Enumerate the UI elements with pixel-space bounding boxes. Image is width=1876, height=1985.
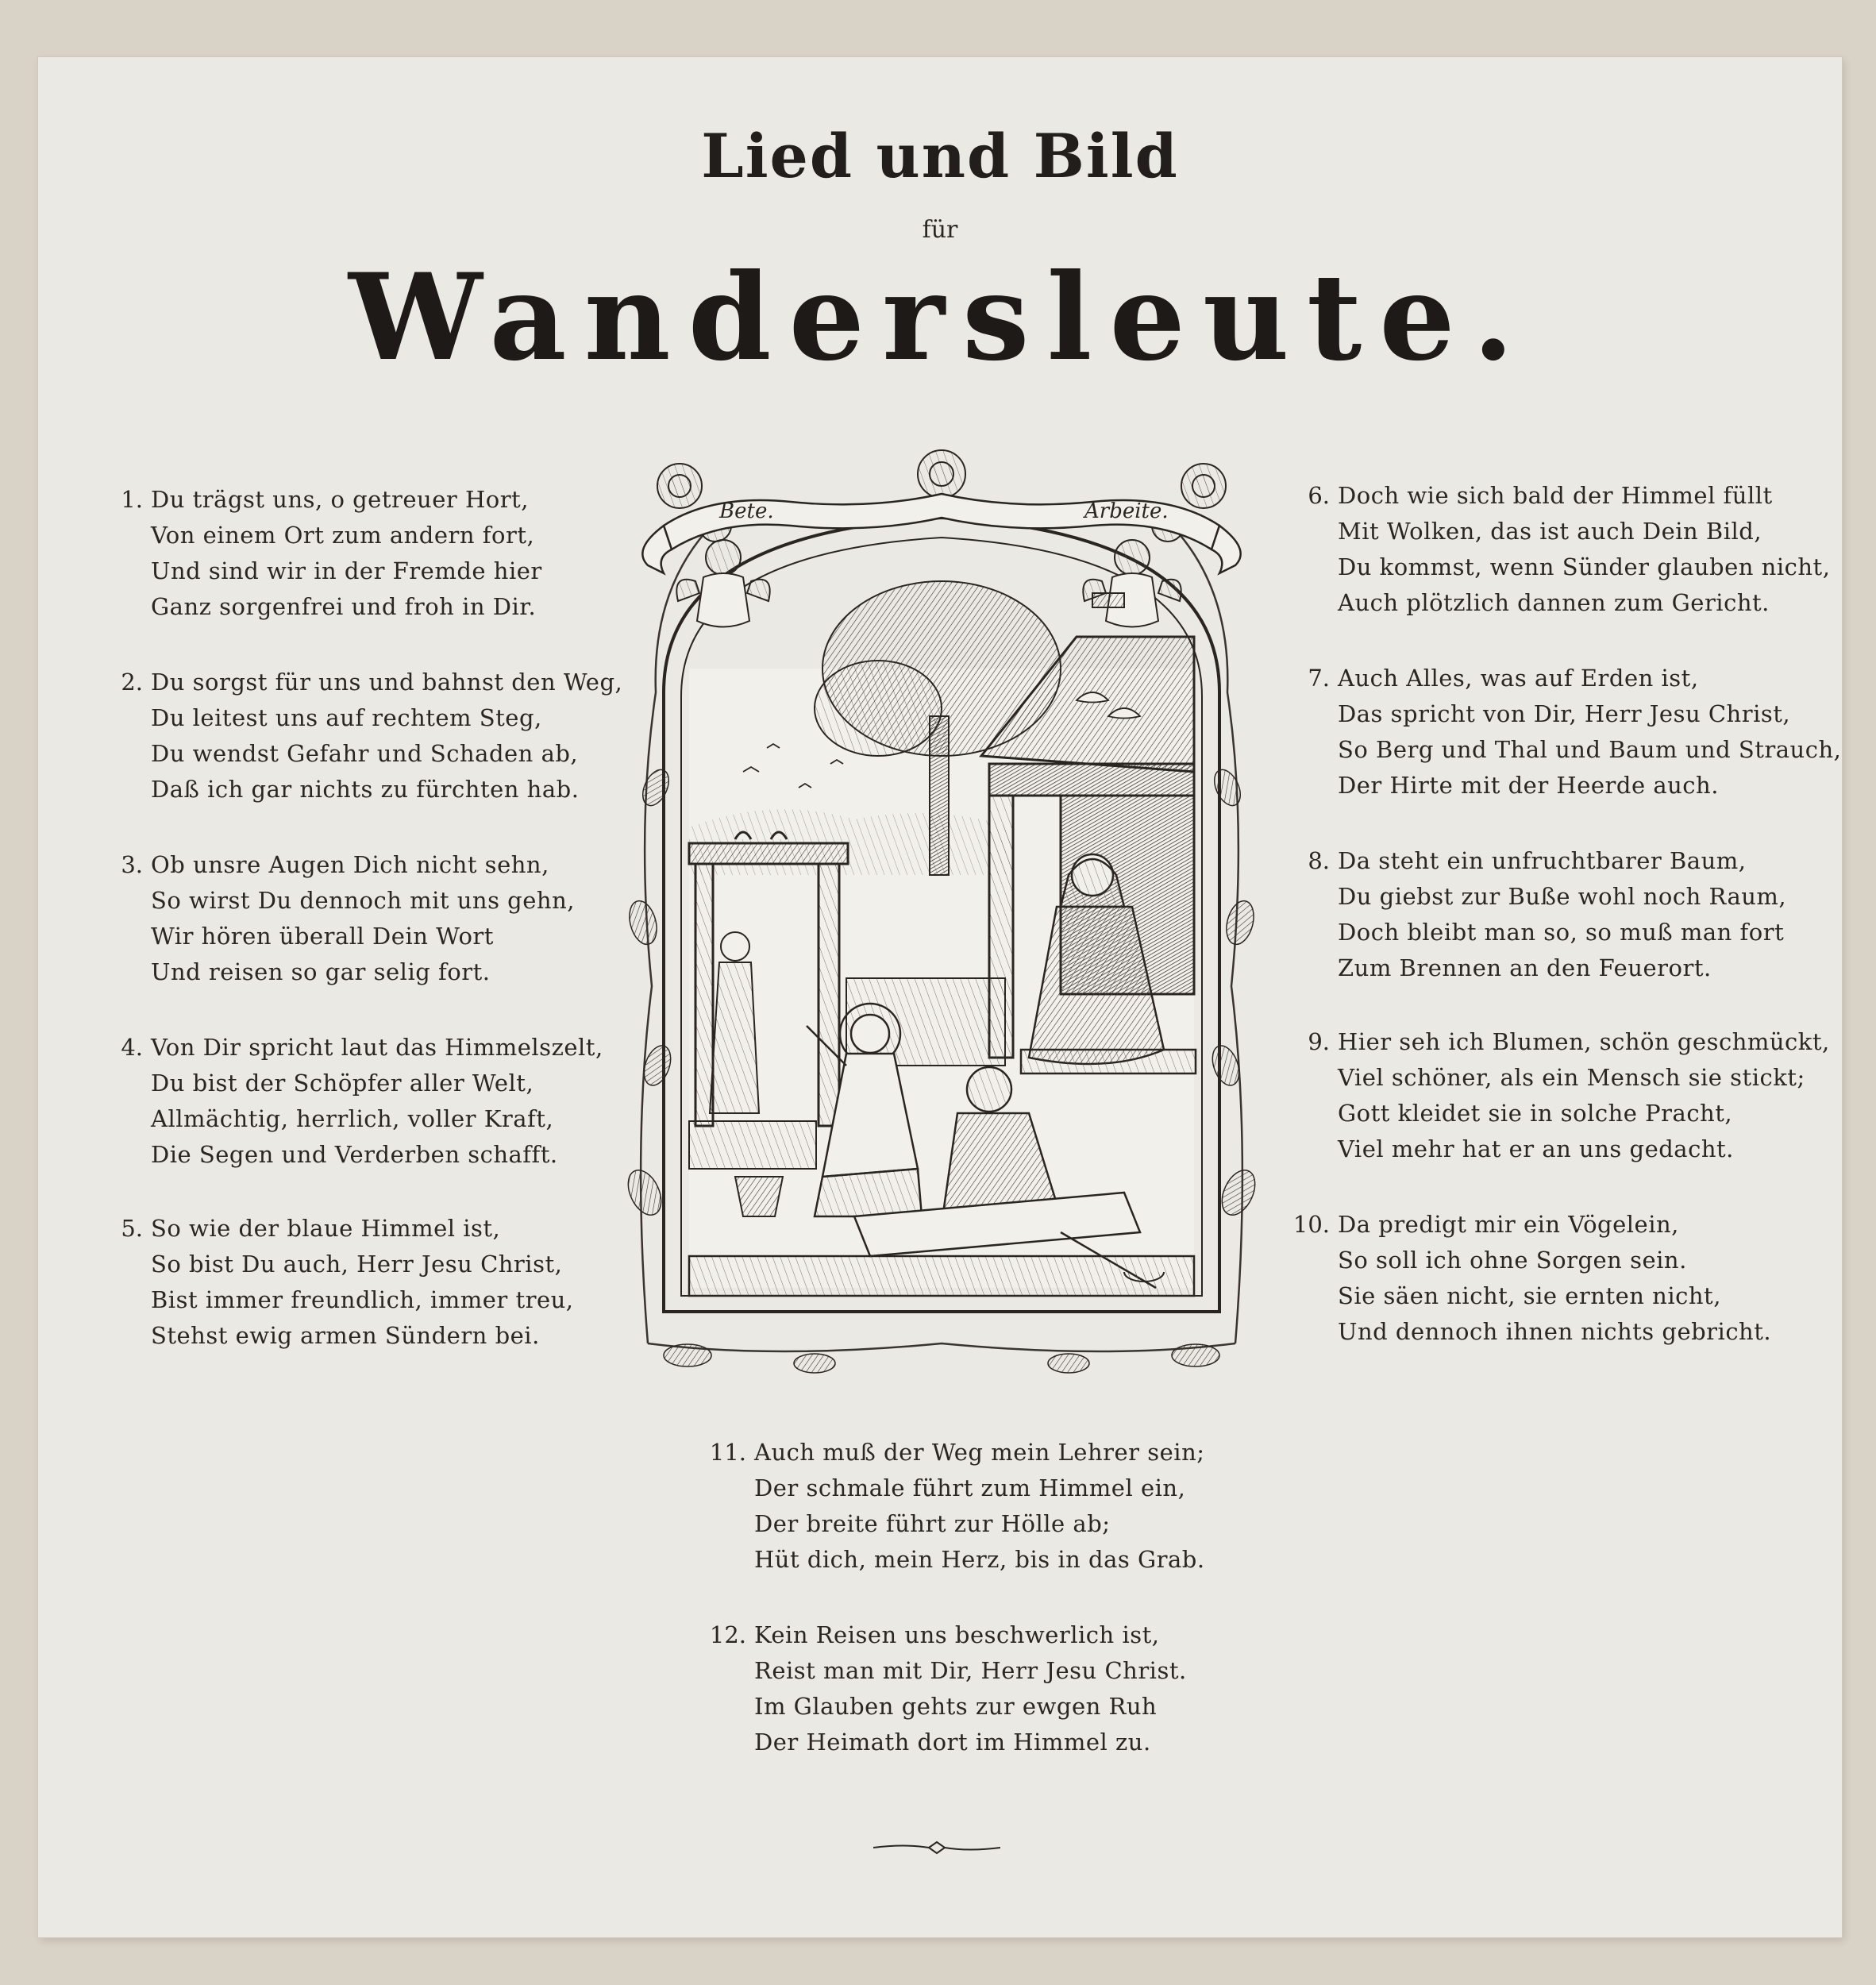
verse-line: Doch wie sich bald der Himmel füllt <box>1338 482 1773 509</box>
verse-1 <box>121 482 542 625</box>
verse-line: Stehst ewig armen Sündern bei. <box>151 1322 540 1349</box>
verse-line: Der breite führt zur Hölle ab; <box>754 1510 1111 1537</box>
verse-5 <box>121 1211 574 1354</box>
verse-line: Der Hirte mit der Heerde auch. <box>1338 772 1719 799</box>
verse-line: Der Heimath dort im Himmel zu. <box>754 1729 1151 1756</box>
verse-line: So wirst Du dennoch mit uns gehn, <box>151 887 575 914</box>
verse-number: 3. <box>121 851 143 878</box>
verse-line: Die Segen und Verderben schafft. <box>151 1141 558 1168</box>
title-main: Wandersleute. <box>349 248 1531 387</box>
decorative-flourish <box>873 1836 1000 1860</box>
verse-6 <box>1308 478 1831 621</box>
verse-line: Du kommst, wenn Sünder glauben nicht, <box>1338 553 1831 580</box>
verse-line: Daß ich gar nichts zu fürchten hab. <box>151 776 580 803</box>
verse-line: Kein Reisen uns beschwerlich ist, <box>754 1621 1160 1648</box>
broadsheet-page <box>38 57 1842 1937</box>
verse-8 <box>1308 843 1787 986</box>
verse-line: Ganz sorgenfrei und froh in Dir. <box>151 593 537 620</box>
verse-number: 5. <box>121 1215 143 1242</box>
verse-line: Und sind wir in der Fremde hier <box>151 557 542 584</box>
verse-line: Du wendst Gefahr und Schaden ab, <box>151 740 579 767</box>
verse-line: Reist man mit Dir, Herr Jesu Christ. <box>754 1657 1187 1684</box>
banner-right-text: Arbeite. <box>1084 499 1169 523</box>
holy-family-engraving <box>616 430 1267 1383</box>
verse-12 <box>709 1617 1187 1760</box>
title-line-1: Lied und Bild <box>701 121 1179 191</box>
verse-2 <box>121 665 623 807</box>
verse-line: Im Glauben gehts zur ewgen Ruh <box>754 1693 1158 1720</box>
title-line-2: für <box>922 216 958 244</box>
verse-line: Hüt dich, mein Herz, bis in das Grab. <box>754 1546 1205 1573</box>
verse-number: 8. <box>1308 847 1330 874</box>
verse-number: 6. <box>1308 482 1330 509</box>
verse-7 <box>1308 661 1842 804</box>
verse-4 <box>121 1030 603 1173</box>
verse-line: So Berg und Thal und Baum und Strauch, <box>1338 736 1842 763</box>
verse-line: Bist immer freundlich, immer treu, <box>151 1286 574 1313</box>
cherub-working <box>1083 540 1181 627</box>
verse-line: Du sorgst für uns und bahnst den Weg, <box>151 669 623 696</box>
verse-number: 10. <box>1292 1211 1330 1238</box>
verse-line: Allmächtig, herrlich, voller Kraft, <box>151 1105 554 1132</box>
banner-left-text: Bete. <box>719 499 774 523</box>
verse-9 <box>1308 1024 1830 1167</box>
verse-3 <box>121 847 575 990</box>
verse-line: Zum Brennen an den Feuerort. <box>1338 954 1712 981</box>
verse-line: Du leitest uns auf rechtem Steg, <box>151 704 542 731</box>
verse-number: 4. <box>121 1034 143 1061</box>
verse-number: 7. <box>1308 665 1330 692</box>
verse-number: 1. <box>121 486 143 513</box>
verse-line: Auch Alles, was auf Erden ist, <box>1338 665 1699 692</box>
verse-line: So bist Du auch, Herr Jesu Christ, <box>151 1251 563 1278</box>
verse-number: 11. <box>709 1439 746 1466</box>
verse-number: 12. <box>709 1621 746 1648</box>
verse-line: Viel mehr hat er an uns gedacht. <box>1338 1135 1734 1162</box>
verse-line: Viel schöner, als ein Mensch sie stickt; <box>1338 1064 1805 1091</box>
verse-line: Und reisen so gar selig fort. <box>151 958 491 985</box>
verse-line: Der schmale führt zum Himmel ein, <box>754 1474 1186 1501</box>
verse-line: Wir hören überall Dein Wort <box>151 923 494 950</box>
verse-line: Auch muß der Weg mein Lehrer sein; <box>754 1439 1205 1466</box>
verse-line: Da steht ein unfruchtbarer Baum, <box>1338 847 1747 874</box>
verse-number: 2. <box>121 669 143 696</box>
verse-line: Ob unsre Augen Dich nicht sehn, <box>151 851 549 878</box>
verse-10 <box>1292 1207 1772 1350</box>
verse-line: So wie der blaue Himmel ist, <box>151 1215 501 1242</box>
verse-line: Hier seh ich Blumen, schön geschmückt, <box>1338 1028 1830 1055</box>
verse-line: Gott kleidet sie in solche Pracht, <box>1338 1100 1733 1127</box>
verse-line: Das spricht von Dir, Herr Jesu Christ, <box>1338 700 1791 727</box>
verse-line: So soll ich ohne Sorgen sein. <box>1338 1247 1687 1274</box>
verse-line: Sie säen nicht, sie ernten nicht, <box>1338 1282 1721 1309</box>
verse-number: 9. <box>1308 1028 1330 1055</box>
verse-line: Doch bleibt man so, so muß man fort <box>1338 919 1785 946</box>
verse-line: Mit Wolken, das ist auch Dein Bild, <box>1338 518 1762 545</box>
verse-line: Da predigt mir ein Vögelein, <box>1338 1211 1679 1238</box>
verse-line: Und dennoch ihnen nichts gebricht. <box>1338 1318 1772 1345</box>
verse-line: Auch plötzlich dannen zum Gericht. <box>1338 589 1770 616</box>
verse-line: Von einem Ort zum andern fort, <box>151 522 535 549</box>
verse-line: Du giebst zur Buße wohl noch Raum, <box>1338 883 1787 910</box>
verse-line: Du bist der Schöpfer aller Welt, <box>151 1070 534 1097</box>
verse-line: Du trägst uns, o getreuer Hort, <box>151 486 529 513</box>
verse-line: Von Dir spricht laut das Himmelszelt, <box>151 1034 603 1061</box>
verse-11 <box>709 1435 1205 1578</box>
